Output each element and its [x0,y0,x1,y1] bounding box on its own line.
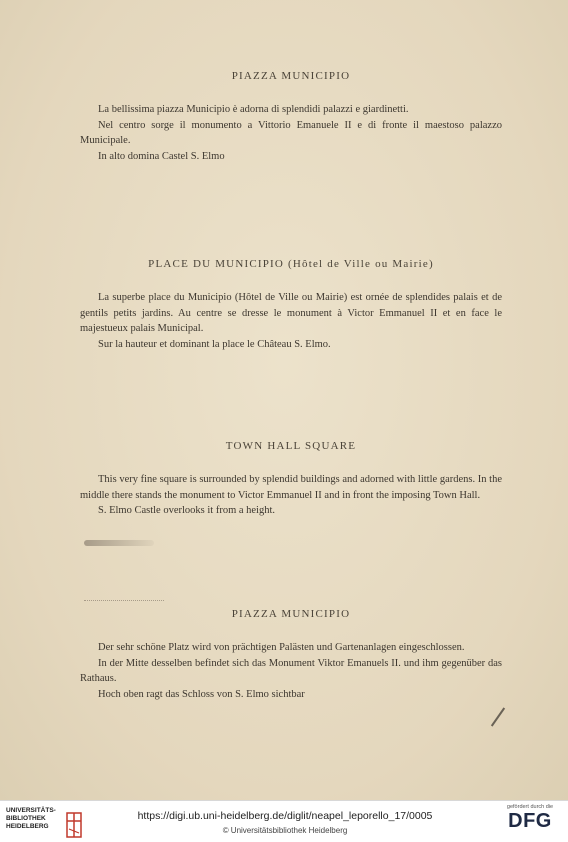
french-line-2: Sur la hauteur et dominant la place le Château S. Elmo. [98,338,331,350]
english-text [80,472,502,519]
german-heading: PIAZZA MUNICIPIO [231,608,351,620]
university-library-logo[interactable] [6,807,116,837]
viewer-footer [0,800,568,842]
french-text [80,290,502,352]
library-emblem-icon [64,811,84,839]
italian-line-2: Nel centro sorge il monumento a Vittorio Emanuele II e di fronte il maestoso palazzo Municipale. [80,119,502,146]
german-section [80,608,502,702]
english-line-1: This very fine square is surrounded by splendid buildings and adorned with little gardens. In the middle there stands the monument to Victor Emmanuel II and in front the imposing Town Hall. [80,474,502,501]
ink-smudge [84,540,154,546]
italian-text [80,102,502,164]
italian-heading: PIAZZA MUNICIPIO [231,70,351,82]
permalink-url[interactable]: https://digi.ub.uni-heidelberg.de/diglit/neapel_leporello_17/0005 [137,810,433,822]
german-line-2: In der Mitte desselben befindet sich das Monument Viktor Emanuels II. und ihm gegenüber das Rathaus. [80,657,502,684]
library-line-3: HEIDELBERG [6,823,49,830]
french-line-1: La superbe place du Municipio (Hôtel de Ville ou Mairie) est ornée de splendides palais et de gentils petits jardins. Au centre se dresse le monument à Victor Emmanuel II et en face le majestueux palais Municipal. [80,292,502,334]
dfg-logo[interactable] [500,804,560,832]
french-section [80,258,502,352]
italian-line-3: In alto domina Castel S. Elmo [98,150,225,162]
english-section [80,440,502,519]
library-line-1: UNIVERSITÄTS- [6,807,56,814]
dfg-wordmark: DFG [508,810,552,832]
italian-line-1: La bellissima piazza Municipio è adorna di splendidi palazzi e giardinetti. [98,104,409,115]
dfg-caption: gefördert durch die [506,804,554,810]
italian-section [80,70,502,164]
french-heading: PLACE DU MUNICIPIO (Hôtel de Ville ou Mairie) [148,258,434,270]
faded-dots [84,600,164,605]
german-line-3: Hoch oben ragt das Schloss von S. Elmo sichtbar [98,688,305,700]
library-line-2: BIBLIOTHEK [6,815,46,822]
english-heading: TOWN HALL SQUARE [225,440,357,452]
pen-mark [491,707,505,726]
german-line-1: Der sehr schöne Platz wird von prächtigen Palästen und Gartenanlagen eingeschlossen. [98,642,465,653]
german-text [80,640,502,702]
english-line-2: S. Elmo Castle overlooks it from a height. [98,505,276,516]
copyright-notice: © Universitätsbibliothek Heidelberg [222,826,348,835]
